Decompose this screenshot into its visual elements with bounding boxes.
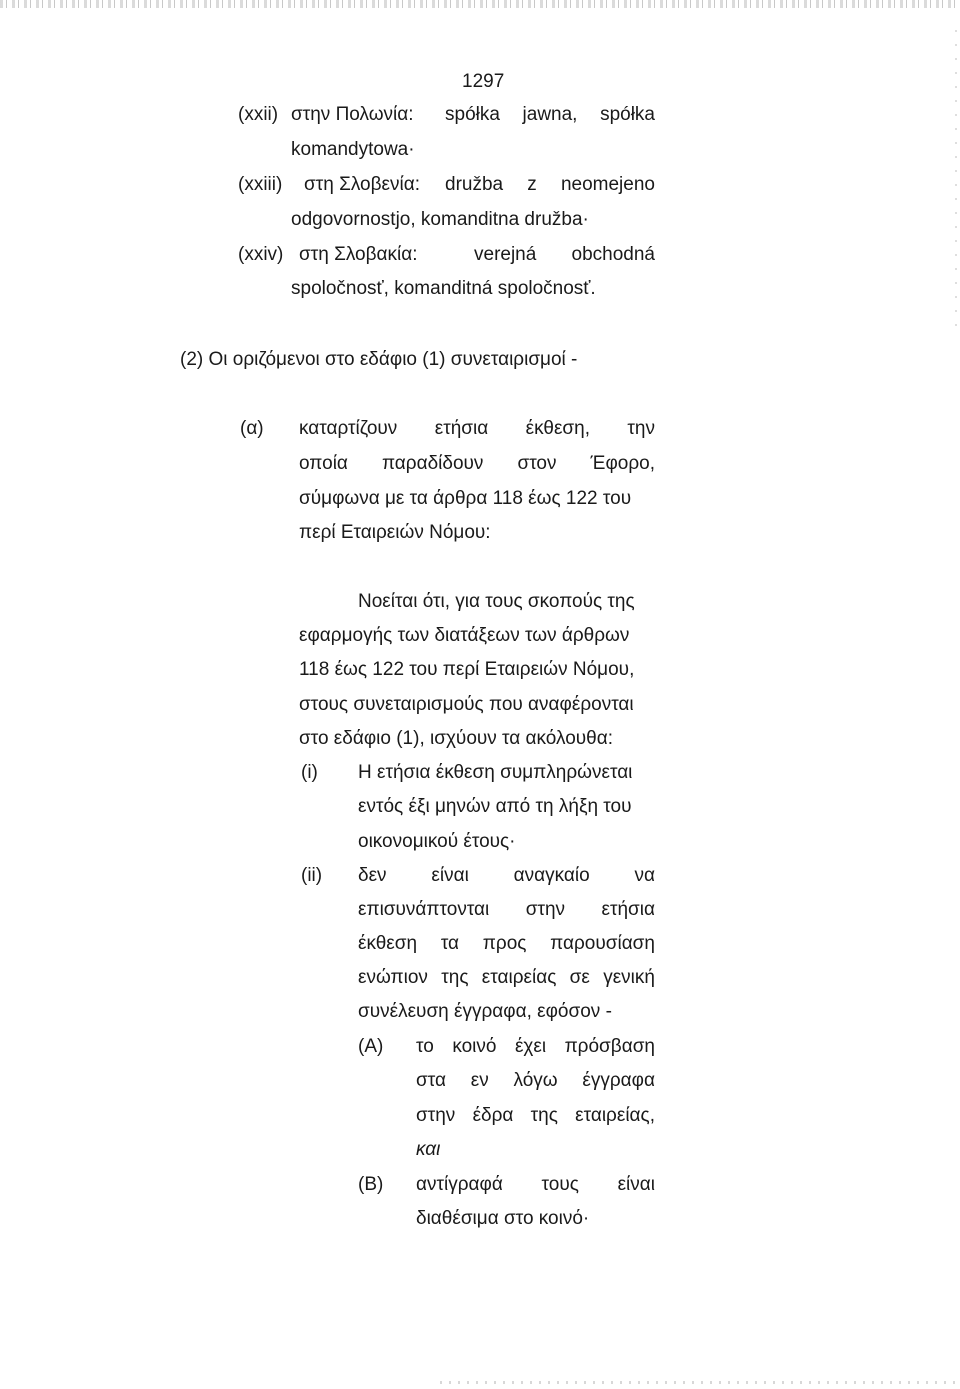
word: neomejeno xyxy=(560,174,655,195)
item-a-label: (α) xyxy=(240,418,264,439)
word: spółka xyxy=(445,104,500,125)
poland-entity-line1 xyxy=(445,103,655,127)
word: στην xyxy=(416,1105,456,1126)
word: της xyxy=(441,967,469,988)
slovenia-entity-line2: odgovornostjo, komanditna družba· xyxy=(291,209,589,230)
proviso-line: 118 έως 122 του περί Εταιρειών Νόμου, xyxy=(299,659,635,680)
word: ετήσια xyxy=(434,418,489,439)
word: δεν xyxy=(358,865,387,886)
word: λόγω xyxy=(513,1070,558,1091)
item-a-line1 xyxy=(299,417,655,441)
sub-A-label: (A) xyxy=(358,1036,384,1057)
word: verejná xyxy=(474,244,537,265)
scan-noise-bottom xyxy=(440,1381,960,1384)
word: την xyxy=(627,418,655,439)
sub-ii-line3 xyxy=(358,932,655,956)
sub-ii-label: (ii) xyxy=(301,865,323,886)
word: να xyxy=(634,865,655,886)
word: καταρτίζουν xyxy=(299,418,398,439)
word: προς xyxy=(482,933,527,954)
word: στον xyxy=(517,453,557,474)
word: έκθεση, xyxy=(525,418,590,439)
item-a-line3: σύμφωνα με τα άρθρα 118 έως 122 του xyxy=(299,488,632,509)
word: jawna, xyxy=(522,104,578,125)
proviso-line: εφαρμογής των διατάξεων των άρθρων xyxy=(299,625,630,646)
word: σε xyxy=(569,967,590,988)
list-label-xxiv: (xxiv) xyxy=(238,244,284,265)
word: το xyxy=(416,1036,434,1057)
list-label-xxiii: (xxiii) xyxy=(238,174,283,195)
sub-i-line: εντός έξι μηνών από τη λήξη του xyxy=(358,796,632,817)
paragraph-2-intro: (2) Οι οριζόμενοι στο εδάφιο (1) συνεταιρισμοί - xyxy=(180,349,578,370)
word: κοινό xyxy=(452,1036,497,1057)
country-slovakia: στη Σλοβακία: xyxy=(299,244,418,265)
sub-B-label: (B) xyxy=(358,1174,384,1195)
word: επισυνάπτονται xyxy=(358,899,490,920)
word: της xyxy=(530,1105,558,1126)
word: ετήσια xyxy=(601,899,655,920)
sub-ii-line2 xyxy=(358,898,655,922)
scan-noise-top xyxy=(0,0,960,8)
word: είναι xyxy=(617,1174,655,1195)
sub-ii-line1 xyxy=(358,864,655,888)
word: spółka xyxy=(600,104,655,125)
word: είναι xyxy=(431,865,469,886)
sub-B-line2: διαθέσιμα στο κοινό· xyxy=(416,1208,590,1229)
list-label-xxii: (xxii) xyxy=(238,104,279,125)
word: στα xyxy=(416,1070,446,1091)
country-poland: στην Πολωνία: xyxy=(291,104,414,125)
word: τα xyxy=(440,933,460,954)
proviso-line: στους συνεταιρισμούς που αναφέρονται xyxy=(299,694,634,715)
word: γενική xyxy=(603,967,655,988)
proviso-line: στο εδάφιο (1), ισχύουν τα ακόλουθα: xyxy=(299,728,614,749)
word: στην xyxy=(525,899,566,920)
sub-A-line3 xyxy=(416,1104,655,1128)
proviso-line: Νοείται ότι, για τους σκοπούς της xyxy=(358,591,635,612)
sub-A-line1 xyxy=(416,1035,655,1059)
word: obchodná xyxy=(571,244,655,265)
sub-i-line: Η ετήσια έκθεση συμπληρώνεται xyxy=(358,762,633,783)
country-slovenia: στη Σλοβενία: xyxy=(304,174,420,195)
page-number: 1297 xyxy=(462,71,505,92)
word: έδρα xyxy=(472,1105,514,1126)
word: družba xyxy=(445,174,504,195)
sub-A-line4: και xyxy=(416,1139,441,1160)
word: οποία xyxy=(299,453,348,474)
word: z xyxy=(527,174,537,195)
word: εταιρείας xyxy=(481,967,557,988)
sub-ii-line5: συνέλευση έγγραφα, εφόσον - xyxy=(358,1001,612,1022)
sub-ii-line4 xyxy=(358,966,655,990)
sub-i-line: οικονομικού έτους· xyxy=(358,831,516,852)
item-a-line2 xyxy=(299,452,655,476)
slovakia-entity-line1 xyxy=(474,243,655,267)
slovenia-entity-line1 xyxy=(445,173,655,197)
sub-A-line2 xyxy=(416,1069,655,1093)
poland-entity-line2: komandytowa· xyxy=(291,139,415,160)
word: τους xyxy=(541,1174,579,1195)
word: αναγκαίο xyxy=(513,865,590,886)
word: παρουσίαση xyxy=(550,933,655,954)
word: έχει xyxy=(514,1036,547,1057)
word: παραδίδουν xyxy=(381,453,484,474)
sub-i-label: (i) xyxy=(301,762,318,783)
word: αντίγραφά xyxy=(416,1174,503,1195)
word: εν xyxy=(470,1070,489,1091)
word: ενώπιον xyxy=(358,967,428,988)
word: Έφορο, xyxy=(590,453,655,474)
sub-B-line1 xyxy=(416,1173,655,1197)
word: εταιρείας, xyxy=(575,1105,655,1126)
word: πρόσβαση xyxy=(564,1036,655,1057)
slovakia-entity-line2: spoločnosť, komanditná spoločnosť. xyxy=(291,278,596,299)
word: έγγραφα xyxy=(582,1070,655,1091)
scan-noise-right xyxy=(955,30,957,330)
item-a-line4: περί Εταιρειών Νόμου: xyxy=(299,522,491,543)
word: έκθεση xyxy=(358,933,418,954)
